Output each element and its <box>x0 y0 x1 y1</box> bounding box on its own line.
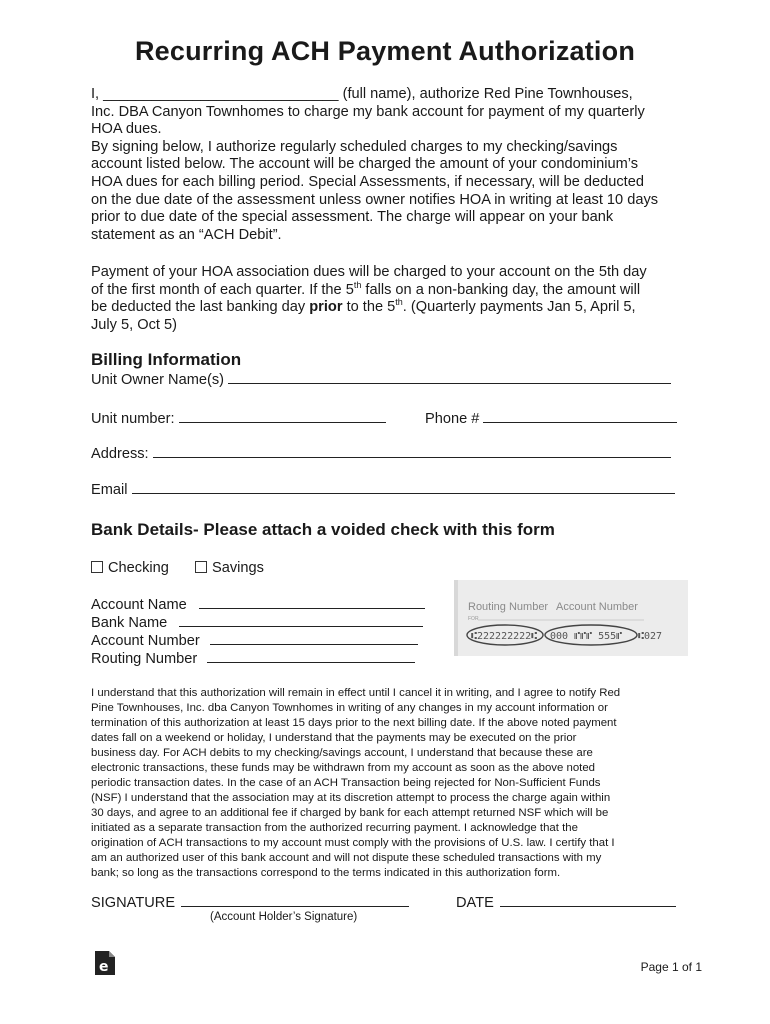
check-for-label: FOR <box>468 616 479 622</box>
bank-name-field[interactable] <box>91 615 423 631</box>
signature-input-line[interactable] <box>181 905 409 907</box>
check-number: ⑆027 <box>638 631 663 642</box>
account-name-input-line[interactable] <box>199 607 425 609</box>
routing-number-label: Routing Number <box>91 651 198 667</box>
account-digits: 000 ⑈⑈⑈ 555⑈ <box>550 631 623 642</box>
routing-caption: Routing Number <box>468 601 549 613</box>
email-label: Email <box>91 482 128 498</box>
date-input-line[interactable] <box>500 905 676 907</box>
payment-line: July 5, Oct 5) <box>91 316 177 333</box>
intro-paragraph <box>91 86 691 244</box>
signature-label: SIGNATURE <box>91 895 176 911</box>
sample-check-image <box>454 580 688 656</box>
intro-line: on the due date of the assessment unless owner notifies HOA in writing at least 10 days <box>91 191 659 208</box>
phone-field[interactable] <box>425 411 677 427</box>
account-name-field[interactable] <box>91 597 425 613</box>
logo-glyph: e <box>99 959 109 975</box>
savings-checkbox[interactable] <box>195 561 207 573</box>
email-field[interactable] <box>91 482 675 498</box>
terms-line: (NSF) I understand that the association may at its discretion attempt to process the charge again within <box>91 792 611 804</box>
intro-line: I, _____________________________ (full name), authorize Red Pine Townhouses, <box>91 86 633 102</box>
terms-line: origination of ACH transactions to my account must comply with the provisions of U.S. law. I certify that I <box>91 837 615 849</box>
payment-paragraph <box>91 264 691 334</box>
payment-line: of the first month of each quarter. If the 5th falls on a non-banking day, the amount will <box>91 279 641 298</box>
terms-line: 30 days, and agree to an additional fee if charged by bank for each attempt returned NSF which will be <box>91 807 609 819</box>
unit-number-input-line[interactable] <box>179 421 386 423</box>
date-field[interactable] <box>456 895 676 911</box>
intro-line: Inc. DBA Canyon Townhomes to charge my bank account for payment of my quarterly <box>91 103 645 120</box>
date-label: DATE <box>456 895 494 911</box>
terms-line: I understand that this authorization will remain in effect until I cancel it in writing, and I agree to notify Red <box>91 687 621 699</box>
address-input-line[interactable] <box>153 456 671 458</box>
intro-line: account listed below. The account will be charged the amount of your condominium’s <box>91 156 639 173</box>
intro-line: By signing below, I authorize regularly scheduled charges to my checking/savings <box>91 138 618 155</box>
address-label: Address: <box>91 446 149 462</box>
email-input-line[interactable] <box>132 492 675 494</box>
eforms-logo-icon <box>94 950 116 976</box>
unit-number-label: Unit number: <box>91 411 175 427</box>
terms-line: business day. For ACH debits to my checking/savings account, I understand that because these are <box>91 747 593 759</box>
payment-line: Payment of your HOA association dues will be charged to your account on the 5th day <box>91 264 647 280</box>
bank-name-input-line[interactable] <box>179 625 423 627</box>
savings-label: Savings <box>212 560 264 576</box>
bank-heading: Bank Details- Please attach a voided check with this form <box>91 520 555 539</box>
phone-label: Phone # <box>425 411 480 427</box>
signature-field[interactable] <box>91 895 409 911</box>
unit-owner-field[interactable] <box>91 372 671 388</box>
account-name-label: Account Name <box>91 597 187 613</box>
intro-line: HOA dues for each billing period. Special Assessments, if necessary, will be deducted <box>91 173 644 190</box>
terms-paragraph <box>91 686 691 881</box>
billing-heading: Billing Information <box>91 350 242 369</box>
terms-line: termination of this authorization at least 15 days prior to the next billing date. If the above noted payment <box>91 717 617 729</box>
terms-line: am an authorized user of this bank account and will not dispute these scheduled transactions with my <box>91 852 602 864</box>
unit-owner-label: Unit Owner Name(s) <box>91 372 224 388</box>
unit-owner-input-line[interactable] <box>228 382 671 384</box>
checking-checkbox[interactable] <box>91 561 103 573</box>
account-caption: Account Number <box>556 601 638 613</box>
phone-input-line[interactable] <box>483 421 677 423</box>
account-number-field[interactable] <box>91 633 418 649</box>
signature-caption: (Account Holder’s Signature) <box>210 911 358 923</box>
intro-line: HOA dues. <box>91 121 162 138</box>
payment-line: be deducted the last banking day prior to the 5th. (Quarterly payments Jan 5, April 5, <box>91 297 636 316</box>
account-number-label: Account Number <box>91 633 200 649</box>
unit-number-field[interactable] <box>91 411 386 427</box>
page-number: Page 1 of 1 <box>640 960 702 974</box>
terms-line: periodic transaction dates. In the case of an ACH Transaction being rejected for Non-Sufficient Funds <box>91 777 601 789</box>
terms-line: dates fall on a weekend or holiday, I understand that the payments may be executed on the prior <box>91 732 577 744</box>
intro-line: prior to due date of the special assessment. The charge will appear on your bank <box>91 209 614 226</box>
check-edge <box>454 580 458 656</box>
checking-option[interactable] <box>91 560 169 576</box>
checking-label: Checking <box>108 560 169 576</box>
terms-line: initiated as a separate transaction from the authorized recurring payment. I acknowledge that the <box>91 822 578 834</box>
routing-digits: ⑆222222222⑆ <box>471 631 538 642</box>
terms-line: bank; so long as the transactions correspond to the terms indicated in this authorization form. <box>91 867 561 879</box>
terms-line: Pine Townhouses, Inc. dba Canyon Townhomes in writing of any changes in my account information or <box>91 702 608 714</box>
terms-line: electronic transactions, these funds may be withdrawn from my account as soon as the above noted <box>91 762 595 774</box>
routing-number-input-line[interactable] <box>207 661 415 663</box>
savings-option[interactable] <box>195 560 264 576</box>
address-field[interactable] <box>91 446 671 462</box>
page-title: Recurring ACH Payment Authorization <box>134 36 636 66</box>
routing-number-field[interactable] <box>91 651 415 667</box>
intro-line: statement as an “ACH Debit”. <box>91 226 282 243</box>
bank-name-label: Bank Name <box>91 615 168 631</box>
account-number-input-line[interactable] <box>210 643 418 645</box>
